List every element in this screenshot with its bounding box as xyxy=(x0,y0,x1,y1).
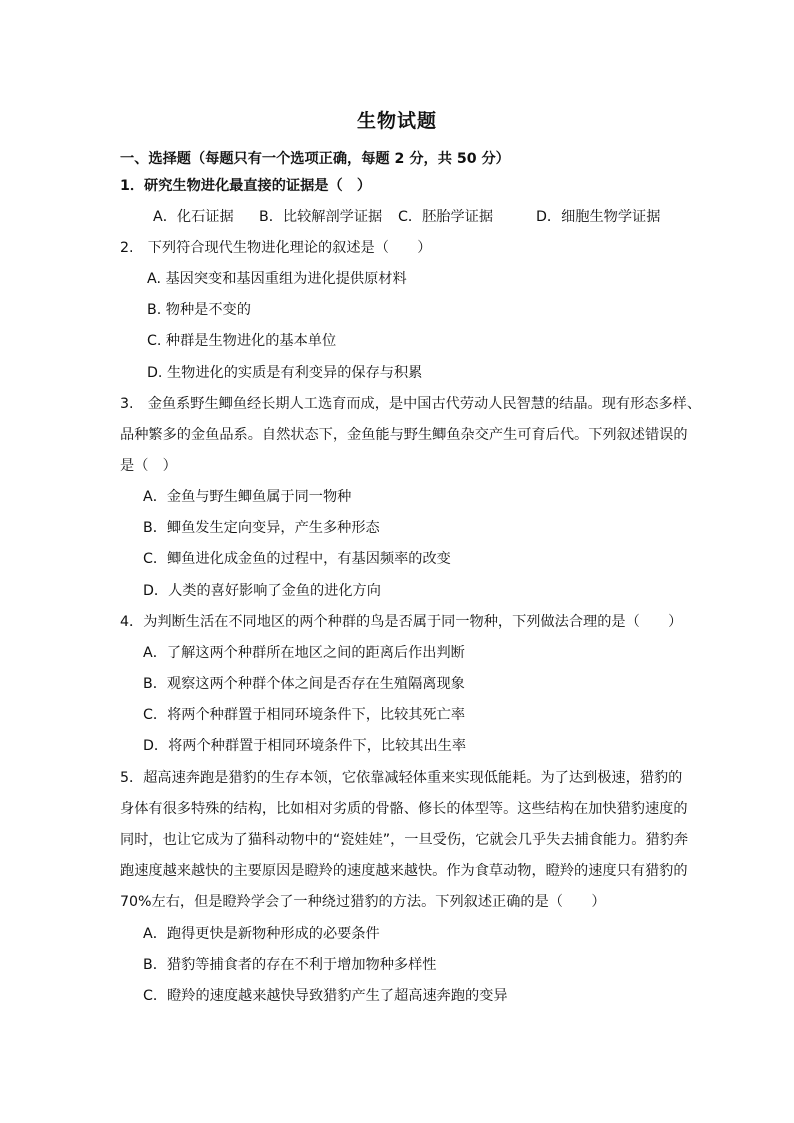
question-5-stem-line-5: 70%左右，但是瞪羚学会了一种绕过猎豹的方法。下列叙述正确的是（ ） xyxy=(120,894,606,910)
q3-option-b: B．鲫鱼发生定向变异，产生多种形态 xyxy=(143,520,380,536)
section-heading: 一、选择题（每题只有一个选项正确，每题 2 分，共 50 分） xyxy=(120,151,510,167)
question-5-stem-line-2: 身体有很多特殊的结构，比如相对劣质的骨骼、修长的体型等。这些结构在加快猎豹速度的 xyxy=(120,801,688,817)
question-3-stem-line-2: 品种繁多的金鱼品系。自然状态下，金鱼能与野生鲫鱼杂交产生可育后代。下列叙述错误的 xyxy=(120,427,688,443)
q4-option-a: A．了解这两个种群所在地区之间的距离后作出判断 xyxy=(143,645,465,661)
q4-option-b: B．观察这两个种群个体之间是否存在生殖隔离现象 xyxy=(143,676,465,692)
q2-option-a: A. 基因突变和基因重组为进化提供原材料 xyxy=(147,271,407,287)
q2-option-b: B. 物种是不变的 xyxy=(147,302,251,318)
question-3-stem-line-3: 是（ ） xyxy=(120,458,177,474)
q1-option-b: B．比较解剖学证据 xyxy=(259,209,383,225)
q4-option-d: D．将两个种群置于相同环境条件下，比较其出生率 xyxy=(143,738,467,754)
question-1-stem xyxy=(120,176,371,196)
q1-option-d: D．细胞生物学证据 xyxy=(536,209,661,225)
question-1-text: 1．研究生物进化最直接的证据是（ ） xyxy=(120,178,372,194)
q1-option-c: C．胚胎学证据 xyxy=(398,209,494,225)
q3-option-d: D．人类的喜好影响了金鱼的进化方向 xyxy=(143,583,381,599)
question-4-stem: 4．为判断生活在不同地区的两个种群的鸟是否属于同一物种，下列做法合理的是（ ） xyxy=(120,614,683,630)
question-5-stem-line-3: 同时，也让它成为了猫科动物中的“瓷娃娃”，一旦受伤，它就会几乎失去捕食能力。猎豹奔 xyxy=(120,832,689,848)
q2-option-d: D. 生物进化的实质是有利变异的保存与积累 xyxy=(147,365,423,381)
question-5-stem-line-1: 5．超高速奔跑是猎豹的生存本领，它依靠减轻体重来实现低能耗。为了达到极速，猎豹的 xyxy=(120,770,683,786)
q4-option-c: C．将两个种群置于相同环境条件下，比较其死亡率 xyxy=(143,707,466,723)
q3-option-c: C．鲫鱼进化成金鱼的过程中，有基因频率的改变 xyxy=(143,551,451,567)
question-5-stem-line-4: 跑速度越来越快的主要原因是瞪羚的速度越来越快。作为食草动物，瞪羚的速度只有猎豹的 xyxy=(120,863,688,879)
q3-option-a: A．金鱼与野生鲫鱼属于同一物种 xyxy=(143,489,352,505)
q2-option-c: C. 种群是生物进化的基本单位 xyxy=(147,333,337,349)
q5-option-b: B．猎豹等捕食者的存在不利于增加物种多样性 xyxy=(143,957,437,973)
q5-option-a: A．跑得更快是新物种形成的必要条件 xyxy=(143,926,380,942)
question-2-stem: 2. 下列符合现代生物进化理论的叙述是（ ） xyxy=(120,240,432,256)
page-title: 生物试题 xyxy=(356,110,437,132)
question-3-stem-line-1: 3. 金鱼系野生鲫鱼经长期人工选育而成，是中国古代劳动人民智慧的结晶。现有形态多样、 xyxy=(120,396,702,412)
q1-option-a: A．化石证据 xyxy=(153,209,234,225)
q5-option-c: C．瞪羚的速度越来越快导致猎豹产生了超高速奔跑的变异 xyxy=(143,988,508,1004)
